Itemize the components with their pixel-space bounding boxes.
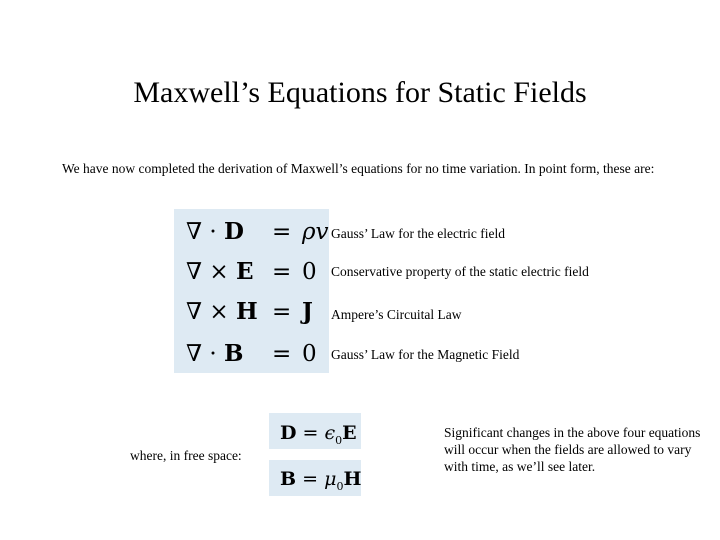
equation-ampere bbox=[186, 298, 313, 325]
field-symbol: E bbox=[235, 258, 254, 285]
relation-d-e: $D = \epsilon_0E$ bbox=[280, 422, 357, 447]
operator: ∇ × bbox=[186, 259, 229, 285]
rhs: 0 bbox=[302, 341, 317, 367]
equation-description: Gauss’ Law for the electric field bbox=[331, 226, 506, 241]
equation-gauss-magnetic bbox=[186, 340, 317, 367]
equals-sign: = bbox=[272, 341, 292, 367]
equals-sign: = bbox=[272, 299, 292, 325]
relation-b-h: $B = \mu_0H$ bbox=[280, 468, 362, 493]
field-symbol: H bbox=[235, 298, 258, 325]
operator: ∇ · bbox=[186, 341, 217, 367]
rhs: J bbox=[302, 298, 313, 325]
equation-description: Conservative property of the static electric field bbox=[331, 264, 589, 279]
rhs: ρv bbox=[302, 219, 329, 245]
rhs: 0 bbox=[302, 259, 317, 285]
free-space-label: where, in free space: bbox=[130, 448, 242, 463]
equation-description: Gauss’ Law for the Magnetic Field bbox=[331, 347, 520, 362]
equation-gauss-electric bbox=[186, 218, 329, 245]
equation-description: Ampere’s Circuital Law bbox=[331, 307, 462, 322]
field-symbol: B bbox=[224, 340, 244, 367]
operator: ∇ · bbox=[186, 219, 217, 245]
equals-sign: = bbox=[272, 259, 292, 285]
page-title: Maxwell’s Equations for Static Fields bbox=[133, 76, 587, 109]
equals-sign: = bbox=[272, 219, 292, 245]
intro-text: We have now completed the derivation of Maxwell’s equations for no time variation. In point form, these are: bbox=[62, 161, 655, 176]
equation-conservative-electric bbox=[186, 258, 317, 285]
time-variation-note: Significant changes in the above four equations will occur when the fields are allowed to vary with time, as we’ll see later. bbox=[444, 425, 701, 474]
operator: ∇ × bbox=[186, 299, 229, 325]
field-symbol: D bbox=[224, 218, 244, 245]
